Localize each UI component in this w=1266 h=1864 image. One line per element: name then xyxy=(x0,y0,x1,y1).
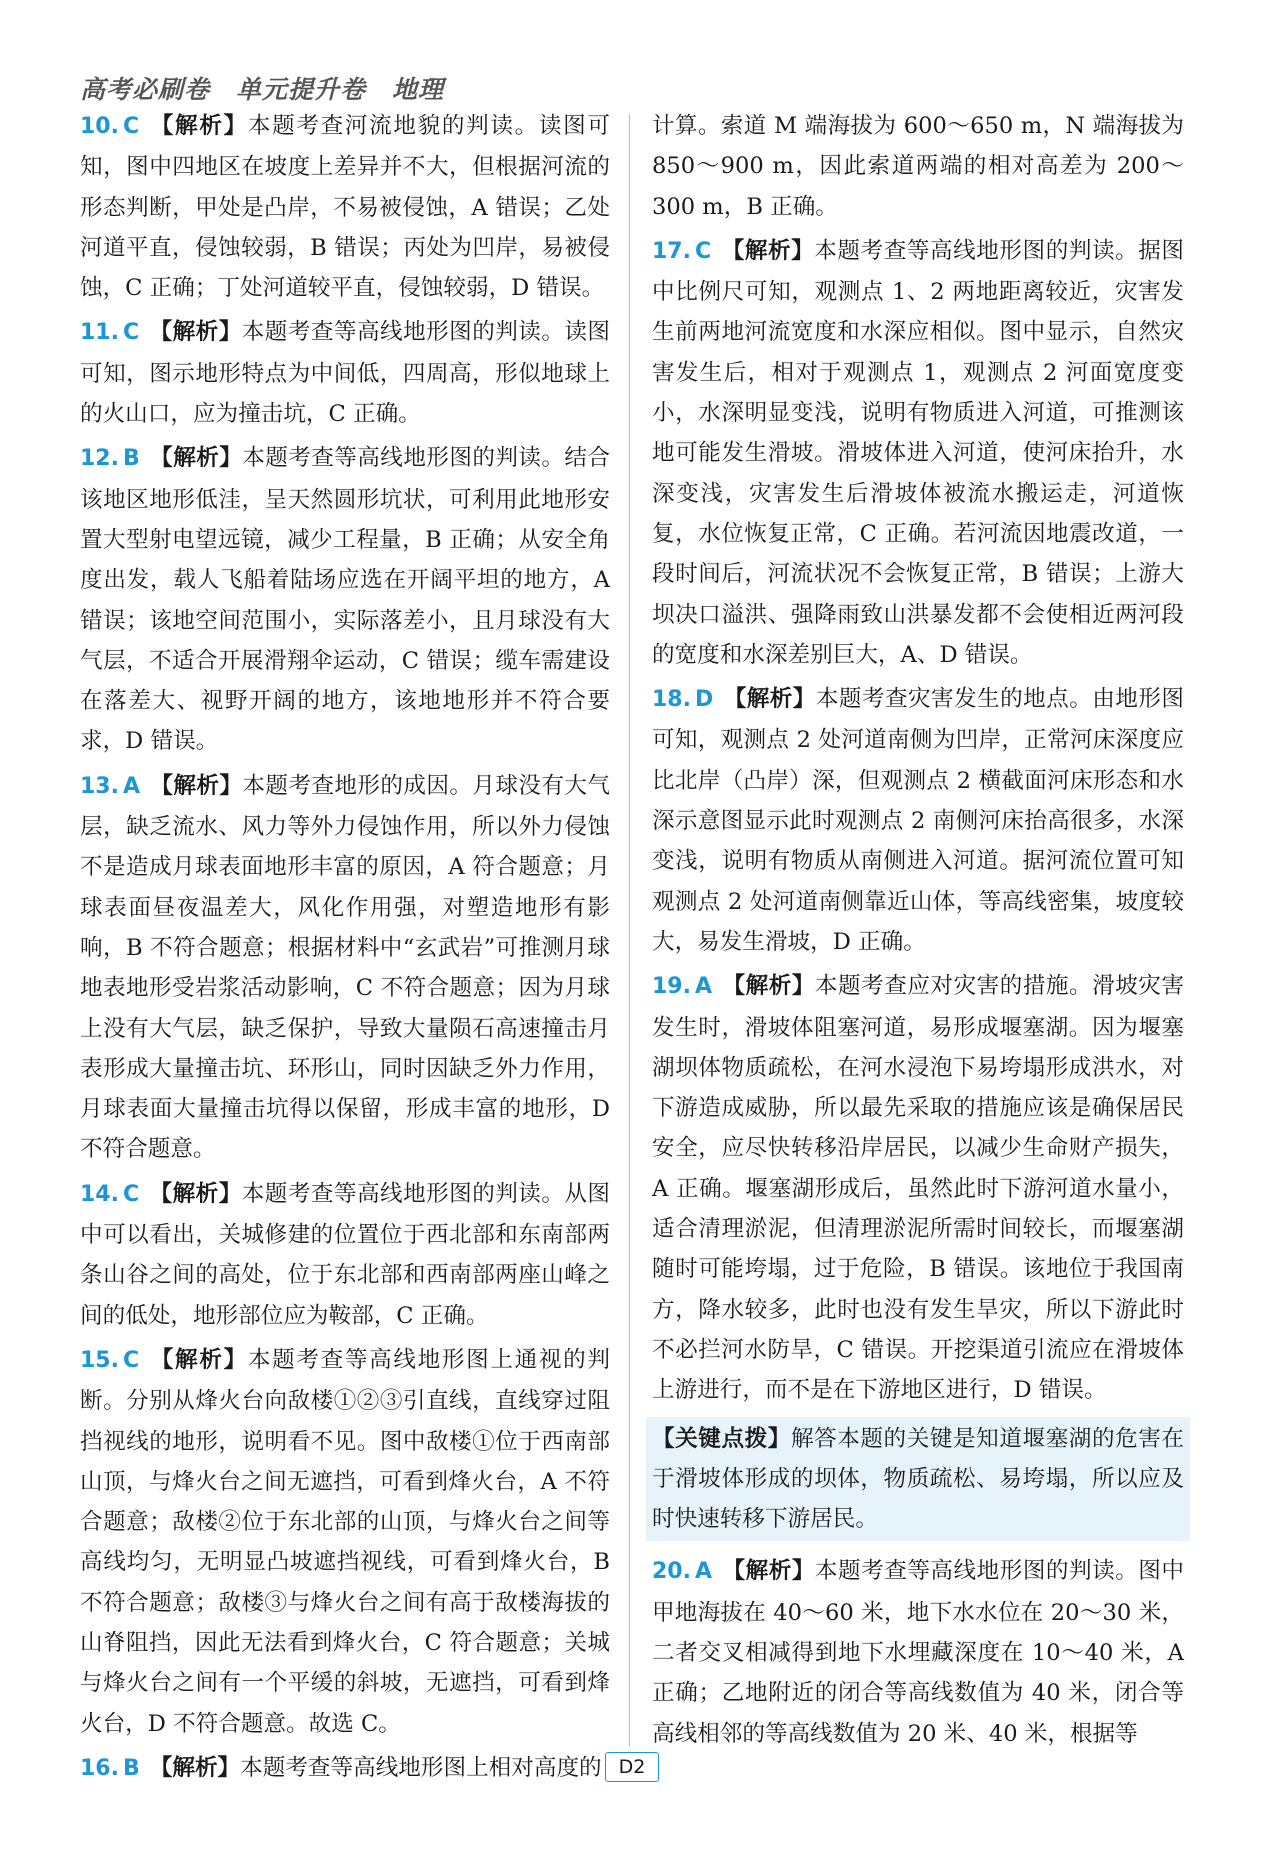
question-number: 19. xyxy=(652,974,691,1000)
answer-item xyxy=(652,966,1184,1410)
answer-letter: A xyxy=(694,974,713,1000)
analysis-text: 本题考查等高线地形图的判读。从图中可以看出，关城修建的位置位于西北部和东南部两条山谷之间的高处，位于东北部和西南部两座山峰之间的低处，地形部位应为鞍部，C 正确。 xyxy=(80,1180,611,1329)
analysis-tag: 【解析】 xyxy=(149,1754,241,1781)
answer-letter: C xyxy=(122,1347,140,1373)
page-header: 高考必刷卷 单元提升卷 地理 xyxy=(80,75,445,104)
page-number: D2 xyxy=(605,1752,659,1782)
analysis-tag: 【解析】 xyxy=(149,113,248,139)
question-number: 10. xyxy=(80,114,119,139)
answer-letter: B xyxy=(122,1755,140,1781)
answer-letter: C xyxy=(122,1181,140,1207)
analysis-text: 本题考查灾害发生的地点。由地形图可知，观测点 2 处河道南侧为凹岸，正常河床深度应比北岸（凸岸）深，但观测点 2 横截面河床形态和水深示意图显示此时观测点 2 南侧河床抬高很多，水深变浅，说明有物质从南侧进入河道。据河流位置可知观测点 2 处河道南侧靠近山体，等高线密集，坡度较大，易发生滑坡，D 正确。 xyxy=(652,686,1184,955)
question-number: 20. xyxy=(652,1559,691,1585)
key-point-box xyxy=(646,1417,1190,1542)
answer-item xyxy=(80,438,610,761)
question-number: 16. xyxy=(80,1755,119,1781)
analysis-text: 本题考查等高线地形图的判读。图中甲地海拔在 40～60 米，地下水水位在 20～30 米，二者交叉相减得到地下水埋藏深度在 10～40 米，A 正确；乙地附近的闭合等高线数值为 40 米，闭合等高线相邻的等高线数值为 20 米、40 米，根据等 xyxy=(652,1558,1185,1747)
analysis-text: 本题考查应对灾害的措施。滑坡灾害发生时，滑坡体阻塞河道，易形成堰塞湖。因为堰塞湖坝体物质疏松，在河水浸泡下易垮塌形成洪水，对下游造成威胁，所以最先采取的措施应该是确保居民安全，应尽快转移沿岸居民，以减少生命财产损失，A 正确。堰塞湖形成后，虽然此时下游河道水量小，适合清理淤泥，但清理淤泥所需时间较长，而堰塞湖随时可能垮塌，过于危险，B 错误。该地位于我国南方，降水较多，此时也没有发生旱灾，所以下游此时不必拦河水防旱，C 错误。开挖渠道引流应在滑坡体上游进行，而不是在下游地区进行，D 错误。 xyxy=(652,973,1185,1404)
question-number: 15. xyxy=(80,1347,119,1373)
answer-letter: C xyxy=(122,114,140,139)
analysis-tag: 【解析】 xyxy=(149,445,243,472)
answer-letter: D xyxy=(694,687,714,713)
analysis-tag: 【解析】 xyxy=(149,319,242,346)
answer-letter: A xyxy=(122,773,141,799)
analysis-tag: 【解析】 xyxy=(149,1180,242,1207)
column-divider xyxy=(629,114,630,1746)
question-number: 17. xyxy=(652,238,691,264)
question-number: 11. xyxy=(80,320,119,346)
answer-letter: B xyxy=(122,446,140,472)
continued-text: 计算。索道 M 端海拔为 600～650 m，N 端海拔为 850～900 m，因此索道两端的相对高差为 200～300 m，B 正确。 xyxy=(652,113,1184,220)
analysis-text: 本题考查地形的成因。月球没有大气层，缺乏流水、风力等外力侵蚀作用，所以外力侵蚀不是造成月球表面地形丰富的原因，A 符合题意；月球表面昼夜温差大，风化作用强，对塑造地形有影响，B 不符合题意；根据材料中“玄武岩”可推测月球地表地形受岩浆活动影响，C 不符合题意；因为月球上没有大气层，缺乏保护，导致大量陨石高速撞击月表形成大量撞击坑、环形山，同时因缺乏外力作用，月球表面大量撞击坑得以保留，形成丰富的地形，D 不符合题意。 xyxy=(80,772,611,1163)
analysis-tag: 【解析】 xyxy=(150,772,243,799)
question-number: 18. xyxy=(652,687,691,713)
analysis-text: 本题考查等高线地形图上相对高度的 xyxy=(240,1754,602,1781)
left-column xyxy=(80,106,610,1793)
answer-item xyxy=(80,1340,610,1744)
analysis-tag: 【解析】 xyxy=(149,1346,248,1373)
answer-letter: C xyxy=(122,320,140,346)
answer-item xyxy=(652,1551,1184,1753)
analysis-text: 本题考查等高线地形图的判读。读图可知，图示地形特点为中间低，四周高，形似地球上的火山口，应为撞击坑，C 正确。 xyxy=(80,319,611,428)
answer-item xyxy=(80,1748,610,1789)
answer-item xyxy=(80,766,610,1170)
answer-item xyxy=(652,231,1184,675)
answer-item xyxy=(80,106,610,308)
answer-item xyxy=(80,312,610,434)
right-column xyxy=(652,106,1184,1758)
key-point-tag: 【关键点拨】 xyxy=(652,1425,791,1452)
analysis-tag: 【解析】 xyxy=(722,973,815,1000)
analysis-text: 本题考查等高线地形图的判读。据图中比例尺可知，观测点 1、2 两地距离较近，灾害发生前两地河流宽度和水深应相似。图中显示，自然灾害发生后，相对于观测点 1，观测点 2 河面宽度变小，水深明显变浅，说明有物质进入河道，可推测该地可能发生滑坡。滑坡体进入河道，使河床抬升，水深变浅，灾害发生后滑坡体被流水搬运走，河道恢复，水位恢复正常，C 正确。若河流因地震改道，一段时间后，河流状况不会恢复正常，B 错误；上游大坝决口溢洪、强降雨致山洪暴发都不会使相近两河段的宽度和水深差别巨大，A、D 错误。 xyxy=(652,237,1185,668)
analysis-tag: 【解析】 xyxy=(722,1558,815,1585)
answer-letter: C xyxy=(694,238,712,264)
answer-letter: A xyxy=(694,1559,713,1585)
answer-item xyxy=(652,679,1184,962)
analysis-text: 本题考查等高线地形图上通视的判断。分别从烽火台向敌楼①②③引直线，直线穿过阻挡视线的地形，说明看不见。图中敌楼①位于西南部山顶，与烽火台之间无遮挡，可看到烽火台，A 不符合题意；敌楼②位于东北部的山顶，与烽火台之间等高线均匀，无明显凸坡遮挡视线，可看到烽火台，B 不符合题意；敌楼③与烽火台之间有高于敌楼海拔的山脊阻挡，因此无法看到烽火台，C 符合题意；关城与烽火台之间有一个平缓的斜坡，无遮挡，可看到烽火台，D 不符合题意。故选 C。 xyxy=(80,1346,611,1737)
analysis-tag: 【解析】 xyxy=(723,686,816,713)
analysis-text: 本题考查等高线地形图的判读。结合该地区地形低洼，呈天然圆形坑状，可利用此地形安置大型射电望远镜，减少工程量，B 正确；从安全角度出发，载人飞船着陆场应选在开阔平坦的地方，A 错误；该地空间范围小，实际落差小，且月球没有大气层，不适合开展滑翔伞运动，C 错误；缆车需建设在落差大、视野开阔的地方，该地地形并不符合要求，D 错误。 xyxy=(80,445,611,755)
question-number: 13. xyxy=(80,773,119,799)
question-number: 12. xyxy=(80,446,119,472)
question-number: 14. xyxy=(80,1181,119,1207)
analysis-text: 本题考查河流地貌的判读。读图可知，图中四地区在坡度上差异并不大，但根据河流的形态判断，甲处是凸岸，不易被侵蚀，A 错误；乙处河道平直，侵蚀较弱，B 错误；丙处为凹岸，易被侵蚀，C 正确；丁处河道较平直，侵蚀较弱，D 错误。 xyxy=(80,113,611,302)
answer-item xyxy=(80,1174,610,1336)
analysis-tag: 【解析】 xyxy=(721,237,815,264)
key-point-text: 解答本题的关键是知道堰塞湖的危害在于滑坡体形成的坝体，物质疏松、易垮塌，所以应及时快速转移下游居民。 xyxy=(652,1425,1185,1533)
